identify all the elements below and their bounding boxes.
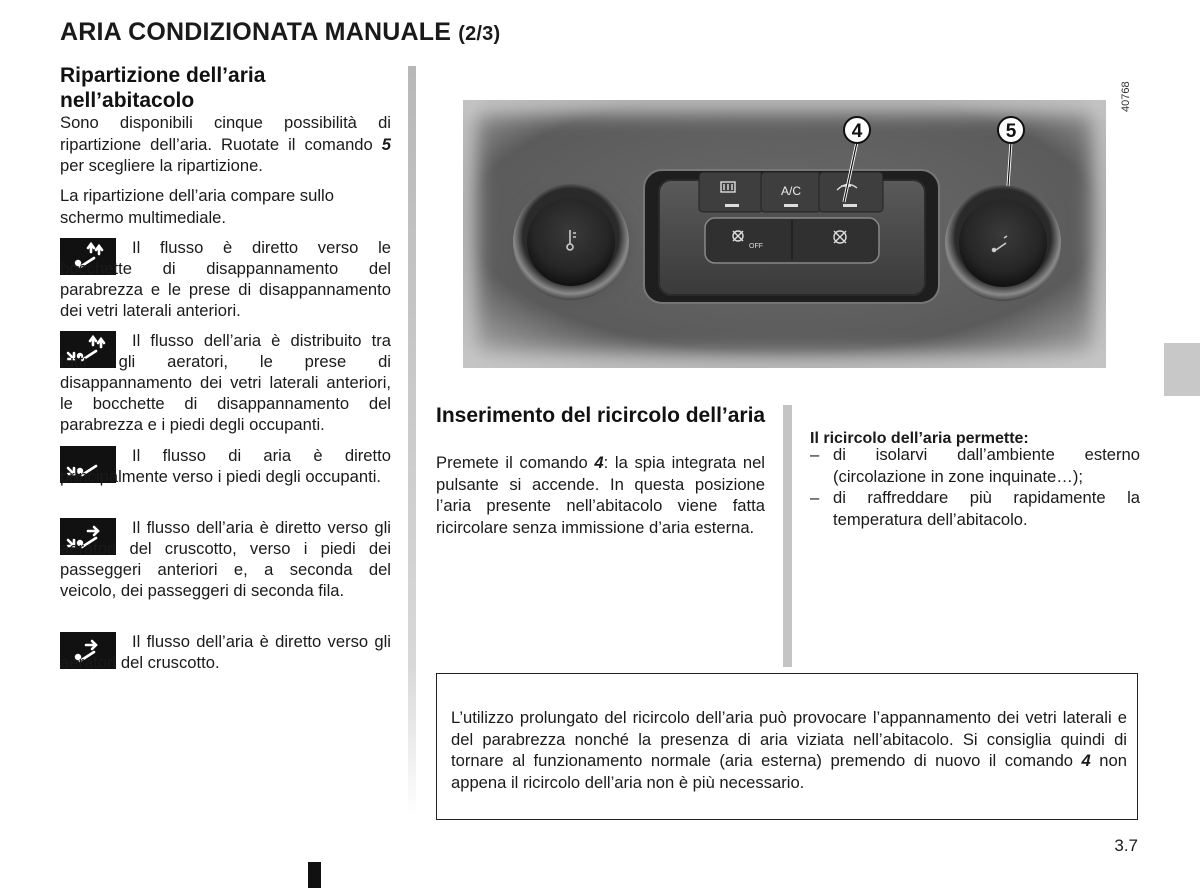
page-title-text: ARIA CONDIZIONATA MANUALE xyxy=(60,18,452,46)
mode-description: Il flusso dell’aria è distribuito tra tutti gli aeratori, le prese di disappannamento dei vetri laterali anteriori, le bocchette di disappannamento del parabrezza e i piedi degli occupanti. xyxy=(60,331,391,434)
climate-control-panel-photo xyxy=(463,100,1106,368)
fan-off-label: OFF xyxy=(749,243,763,250)
list-item xyxy=(810,487,1140,530)
list-dash: – xyxy=(810,445,820,464)
list-item-text: di isolarvi dall’ambiente esterno (circolazione in zone inquinate…); xyxy=(833,445,1140,486)
list-item-text: di raffreddare più rapidamente la temperatura dell’abitacolo. xyxy=(833,488,1140,529)
list-dash: – xyxy=(810,488,820,508)
intro-text: Sono disponibili cinque possibilità di ripartizione dell’aria. Ruotate il comando xyxy=(60,113,391,154)
page-number: 3.7 xyxy=(1114,836,1138,855)
intro-control-number: 5 xyxy=(381,134,391,154)
intro-text-end: per scegliere la ripartizione. xyxy=(60,156,263,176)
note-control-number: 4 xyxy=(1081,751,1091,771)
column-divider-left xyxy=(408,66,416,816)
section-heading-recirculation: Inserimento del ricircolo dell’aria xyxy=(436,404,766,427)
recirculation-body xyxy=(436,452,765,538)
column-divider-right xyxy=(783,405,792,667)
ac-button-label: A/C xyxy=(780,184,802,198)
mode-description: Il flusso è diretto verso le bocchette di disappannamento del parabrezza e le prese di disappannamento dei vetri laterali anteriori. xyxy=(60,238,391,320)
warning-note-text xyxy=(451,707,1127,793)
page-title xyxy=(60,18,500,47)
figure-reference-text: 40768 xyxy=(1120,81,1132,112)
recirculation-benefits-heading: Il ricircolo dell’aria permette: xyxy=(810,430,1029,447)
list-item xyxy=(810,444,1140,487)
footer-mark xyxy=(308,862,321,888)
mode-description: Il flusso dell’aria è diretto verso gli aeratori del cruscotto. xyxy=(60,632,391,672)
distribution-intro xyxy=(60,112,391,177)
mode-description: Il flusso di aria è diretto principalmente verso i piedi degli occupanti. xyxy=(60,446,391,486)
note-text: L’utilizzo prolungato del ricircolo dell’aria può provocare l’appannamento dei vetri laterali e del parabrezza nonché la presenza di aria viziata nell’abitacolo. Si consiglia quindi di tornare al funzionamento normale (aria esterna) premendo di nuovo il comando xyxy=(451,708,1127,771)
recirculation-benefits-list xyxy=(810,444,1140,530)
recirc-control-number: 4 xyxy=(594,453,604,472)
recirc-text-end: : la spia integrata nel pulsante si accende. In questa posizione l’aria presente nell’abitacolo viene fatta ricircolare senza immissione d’aria esterna. xyxy=(436,453,765,537)
display-note: La ripartizione dell’aria compare sullo schermo multimediale. xyxy=(60,186,334,227)
recirc-text: Premete il comando xyxy=(436,453,595,472)
callout-4: 4 xyxy=(851,121,863,142)
callout-5: 5 xyxy=(1005,121,1017,142)
page-title-suffix: (2/3) xyxy=(458,23,501,45)
note-text-end: non appena il ricircolo dell’aria non è più necessario. xyxy=(451,751,1127,792)
warning-note-box xyxy=(436,673,1138,820)
chapter-tab xyxy=(1164,343,1200,396)
figure-reference xyxy=(1118,74,1138,114)
mode-description: Il flusso dell’aria è diretto verso gli aeratori del cruscotto, verso i piedi dei passeggeri anteriori e, a seconda del veicolo, dei passeggeri di seconda fila. xyxy=(60,518,391,600)
section-heading-distribution: Ripartizione dell’aria nell’abitacolo xyxy=(60,64,266,112)
